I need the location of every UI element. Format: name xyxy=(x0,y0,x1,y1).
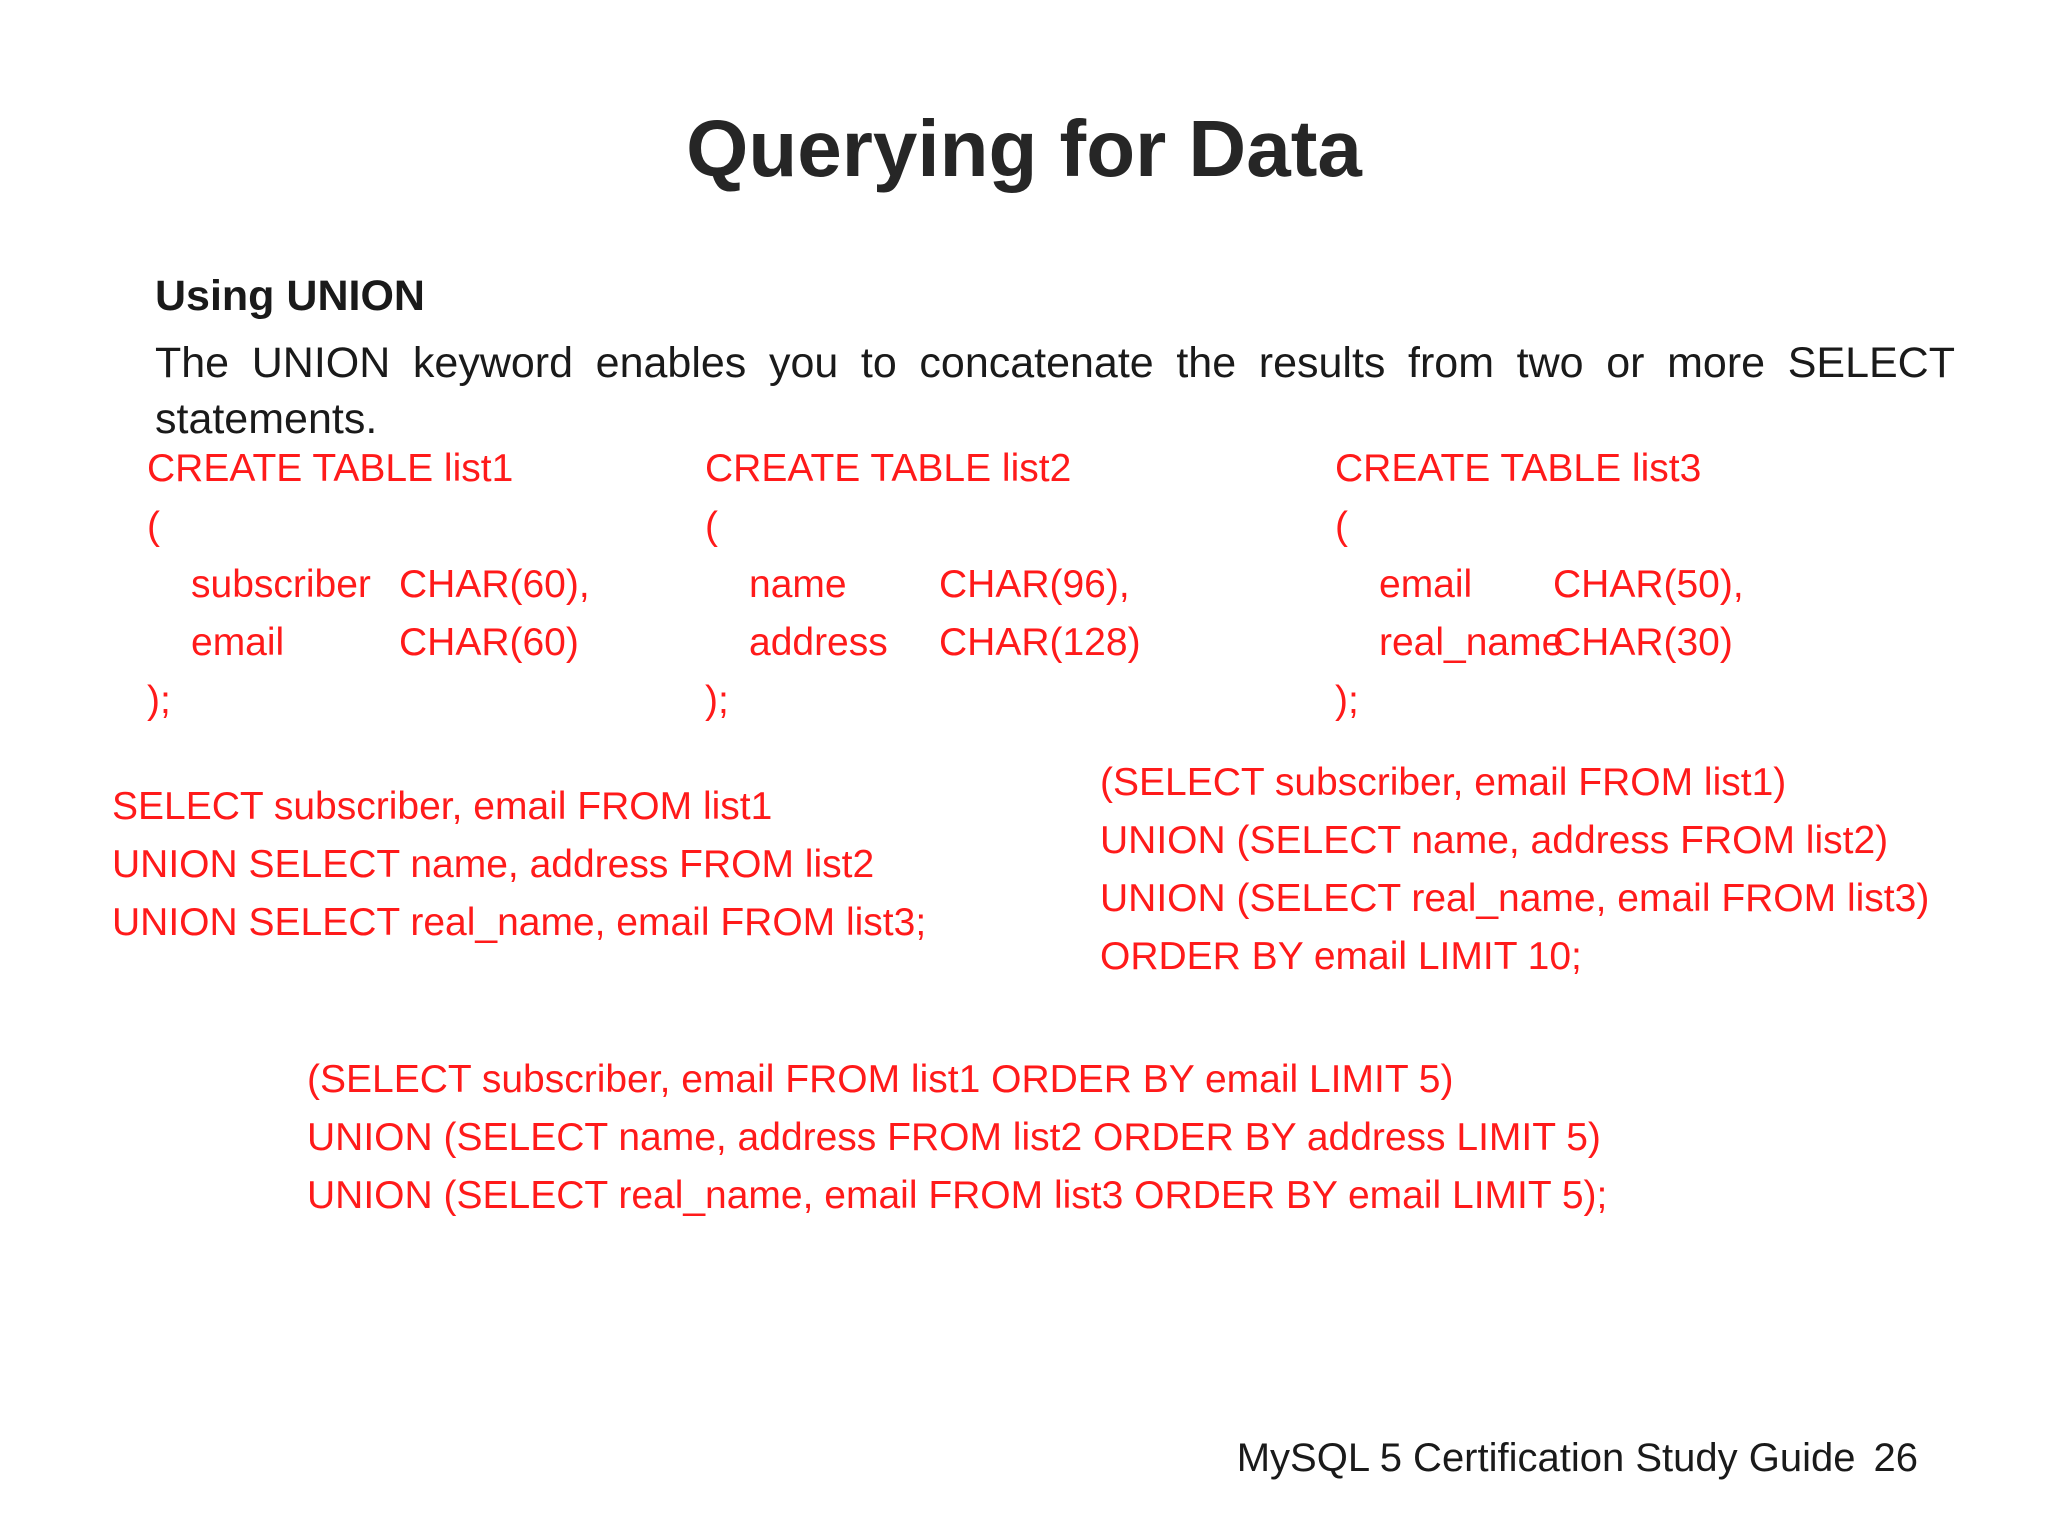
column-name: address xyxy=(749,621,888,664)
intro-paragraph: The UNION keyword enables you to concatenate the results from two or more SELECT statements. xyxy=(155,339,1955,443)
footer-text: MySQL 5 Certification Study Guide xyxy=(1236,1436,1856,1480)
create-statement: CREATE TABLE list3 xyxy=(1335,447,1702,490)
slide-title: Querying for Data xyxy=(686,104,1362,193)
column-type: CHAR(30) xyxy=(1553,621,1733,664)
column-type: CHAR(128) xyxy=(939,621,1141,664)
footer xyxy=(1237,1436,1918,1481)
column-definition xyxy=(1335,556,1744,614)
union-query-order-by xyxy=(1100,754,1929,986)
create-table-list3 xyxy=(1335,440,1744,730)
query-line: UNION (SELECT real_name, email FROM list3 ORDER BY email LIMIT 5); xyxy=(307,1174,1608,1217)
page-number: 26 xyxy=(1873,1436,1918,1480)
create-table-list2 xyxy=(705,440,1141,730)
open-paren: ( xyxy=(705,505,718,548)
close-paren: ); xyxy=(1335,679,1359,722)
query-line: UNION (SELECT real_name, email FROM list3) xyxy=(1100,877,1930,920)
column-name: subscriber xyxy=(191,563,371,606)
column-definition xyxy=(705,614,1141,672)
query-line: UNION SELECT real_name, email FROM list3; xyxy=(112,901,927,944)
column-type: CHAR(50), xyxy=(1553,563,1744,606)
close-paren: ); xyxy=(705,679,729,722)
open-paren: ( xyxy=(1335,505,1348,548)
column-type: CHAR(96), xyxy=(939,563,1130,606)
query-line: UNION (SELECT name, address FROM list2) xyxy=(1100,819,1889,862)
column-definition xyxy=(705,556,1141,614)
open-paren: ( xyxy=(147,505,160,548)
column-name: email xyxy=(191,621,285,664)
query-line: UNION SELECT name, address FROM list2 xyxy=(112,843,875,886)
column-name: real_name xyxy=(1379,621,1564,664)
section-heading: Using UNION xyxy=(155,272,425,320)
query-line: SELECT subscriber, email FROM list1 xyxy=(112,785,773,828)
column-definition xyxy=(147,614,590,672)
query-line: UNION (SELECT name, address FROM list2 ORDER BY address LIMIT 5) xyxy=(307,1116,1601,1159)
column-type: CHAR(60), xyxy=(399,563,590,606)
create-table-list1 xyxy=(147,440,590,730)
create-statement: CREATE TABLE list1 xyxy=(147,447,514,490)
column-definition xyxy=(147,556,590,614)
query-line: (SELECT subscriber, email FROM list1 ORDER BY email LIMIT 5) xyxy=(307,1058,1454,1101)
create-statement: CREATE TABLE list2 xyxy=(705,447,1072,490)
union-query-per-select-limit xyxy=(307,1051,1607,1225)
column-name: name xyxy=(749,563,847,606)
union-query-basic xyxy=(112,778,926,952)
column-name: email xyxy=(1379,563,1473,606)
column-type: CHAR(60) xyxy=(399,621,579,664)
close-paren: ); xyxy=(147,679,171,722)
query-line: ORDER BY email LIMIT 10; xyxy=(1100,935,1582,978)
column-definition xyxy=(1335,614,1744,672)
query-line: (SELECT subscriber, email FROM list1) xyxy=(1100,761,1787,804)
